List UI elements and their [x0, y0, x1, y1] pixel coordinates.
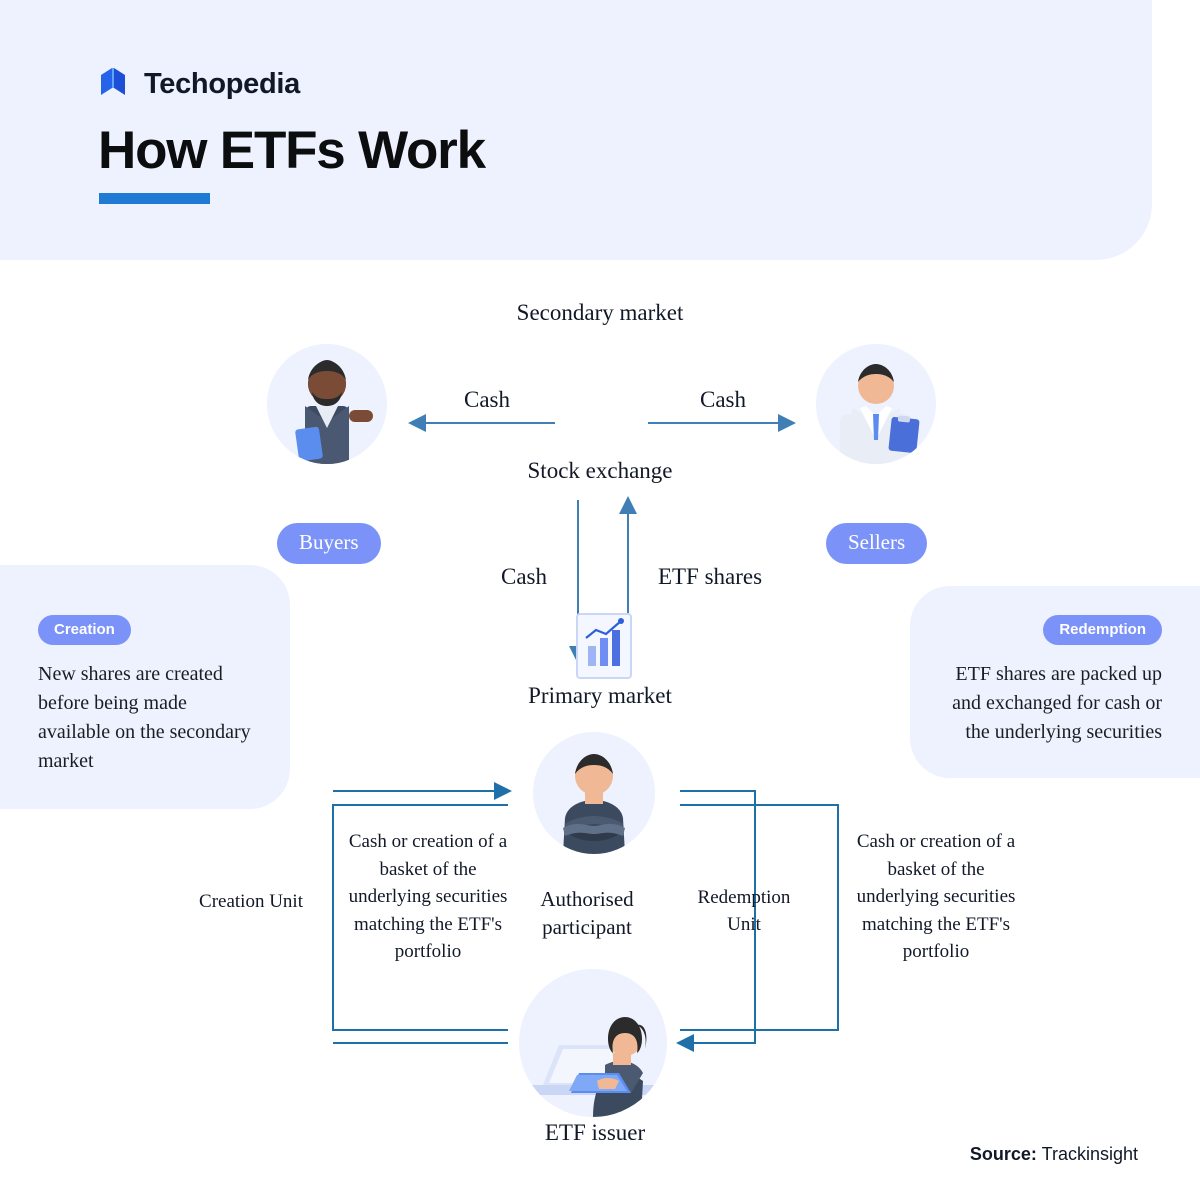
- page-title: How ETFs Work: [98, 121, 485, 180]
- page-header: [0, 0, 1152, 260]
- label-etf-issuer: ETF issuer: [544, 1120, 646, 1145]
- label-authorised-participant-line2: participant: [542, 915, 632, 939]
- label-basket-left: Cash or creation of a basket of the underlying securities matching the ETF's portfolio: [348, 831, 508, 963]
- badge-redemption: Redemption: [1043, 615, 1162, 645]
- avatar-sellers: [816, 344, 936, 464]
- avatar-authorised-participant: [533, 732, 655, 854]
- label-authorised-participant-line1: Authorised: [540, 887, 634, 911]
- avatar-buyers: [267, 344, 387, 464]
- label-redemption-unit-line2: Unit: [727, 914, 761, 935]
- label-creation-unit: Creation Unit: [199, 891, 303, 912]
- pill-buyers: Buyers: [277, 523, 381, 564]
- avatar-etf-issuer: [519, 969, 667, 1117]
- techopedia-logo-icon: [98, 64, 132, 104]
- label-cash-down: Cash: [501, 564, 547, 589]
- source-label: Source:: [969, 1144, 1037, 1164]
- source-value: Trackinsight: [1041, 1144, 1138, 1164]
- label-basket-right: Cash or creation of a basket of the underlying securities matching the ETF's portfolio: [856, 831, 1016, 963]
- note-text-redemption: ETF shares are packed up and exchanged for cash or the underlying securities: [952, 663, 1162, 743]
- source-credit: [970, 1144, 1138, 1165]
- note-text-creation: New shares are created before being made available on the secondary market: [38, 663, 251, 772]
- brand-name: Techopedia: [144, 67, 300, 100]
- badge-creation: Creation: [38, 615, 131, 645]
- label-secondary-market: Secondary market: [516, 300, 684, 325]
- label-etf-shares-up: ETF shares: [657, 564, 763, 589]
- brand-logo: [98, 64, 300, 104]
- label-cash-buyers: Cash: [464, 387, 510, 412]
- label-redemption-unit-line1: Redemption: [697, 887, 791, 908]
- label-cash-sellers: Cash: [700, 387, 746, 412]
- label-primary-market: Primary market: [528, 683, 672, 708]
- label-stock-exchange: Stock exchange: [527, 458, 673, 483]
- stock-exchange-icon: [575, 612, 633, 685]
- diagram-canvas: [0, 260, 1200, 1197]
- title-underline: [99, 193, 210, 204]
- pill-sellers: Sellers: [826, 523, 927, 564]
